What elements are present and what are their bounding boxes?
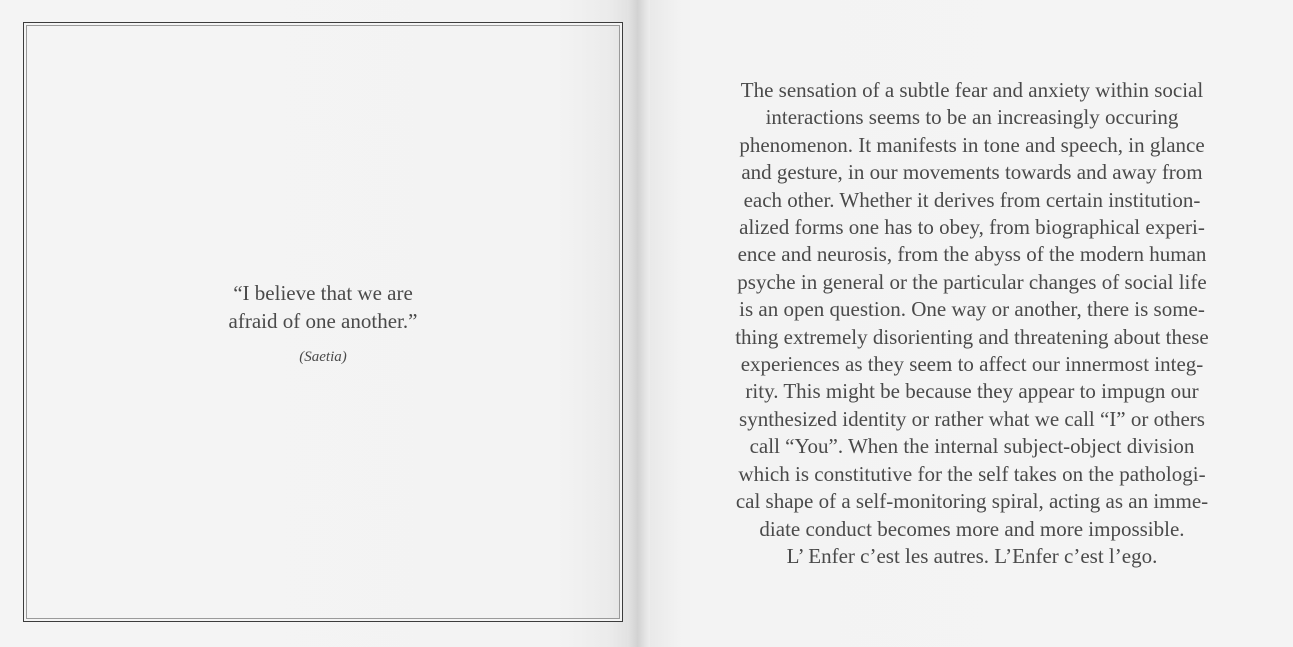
text-line: thing extremely disorienting and threatening about these bbox=[735, 324, 1209, 349]
text-line: alized forms one has to obey, from biographical experi- bbox=[739, 215, 1205, 240]
quote-block bbox=[23, 279, 623, 366]
text-line: each other. Whether it derives from certain institution- bbox=[743, 187, 1201, 212]
quote-attribution: (Saetia) bbox=[299, 349, 347, 365]
quote-line: “I believe that we are bbox=[233, 281, 413, 305]
text-line: diate conduct becomes more and more impossible. bbox=[759, 516, 1185, 541]
text-line: which is constitutive for the self takes on the pathologi- bbox=[738, 461, 1206, 486]
text-line: ence and neurosis, from the abyss of the modern human bbox=[737, 242, 1207, 267]
text-line: rity. This might be because they appear to impugn our bbox=[745, 379, 1199, 404]
text-line: interactions seems to be an increasingly occuring bbox=[765, 105, 1179, 130]
text-line: cal shape of a self-monitoring spiral, acting as an imme- bbox=[735, 489, 1209, 514]
quote-line: afraid of one another.” bbox=[228, 309, 418, 333]
epigraph-quote bbox=[208, 279, 438, 335]
closing-line: L’ Enfer c’est les autres. L’Enfer c’est l’ego. bbox=[786, 543, 1158, 568]
text-line: phenomenon. It manifests in tone and speech, in glance bbox=[739, 132, 1205, 157]
body-paragraph bbox=[702, 77, 1242, 570]
book-gutter bbox=[627, 0, 651, 647]
text-line: psyche in general or the particular changes of social life bbox=[737, 269, 1207, 294]
text-line: and gesture, in our movements towards and away from bbox=[741, 160, 1203, 185]
text-line: experiences as they seem to affect our innermost integ- bbox=[740, 352, 1204, 377]
text-line: is an open question. One way or another, there is some- bbox=[739, 297, 1205, 322]
text-line: The sensation of a subtle fear and anxiety within social bbox=[740, 78, 1204, 102]
text-line: call “You”. When the internal subject-object division bbox=[749, 434, 1195, 459]
text-line: synthesized identity or rather what we call “I” or others bbox=[739, 406, 1205, 431]
